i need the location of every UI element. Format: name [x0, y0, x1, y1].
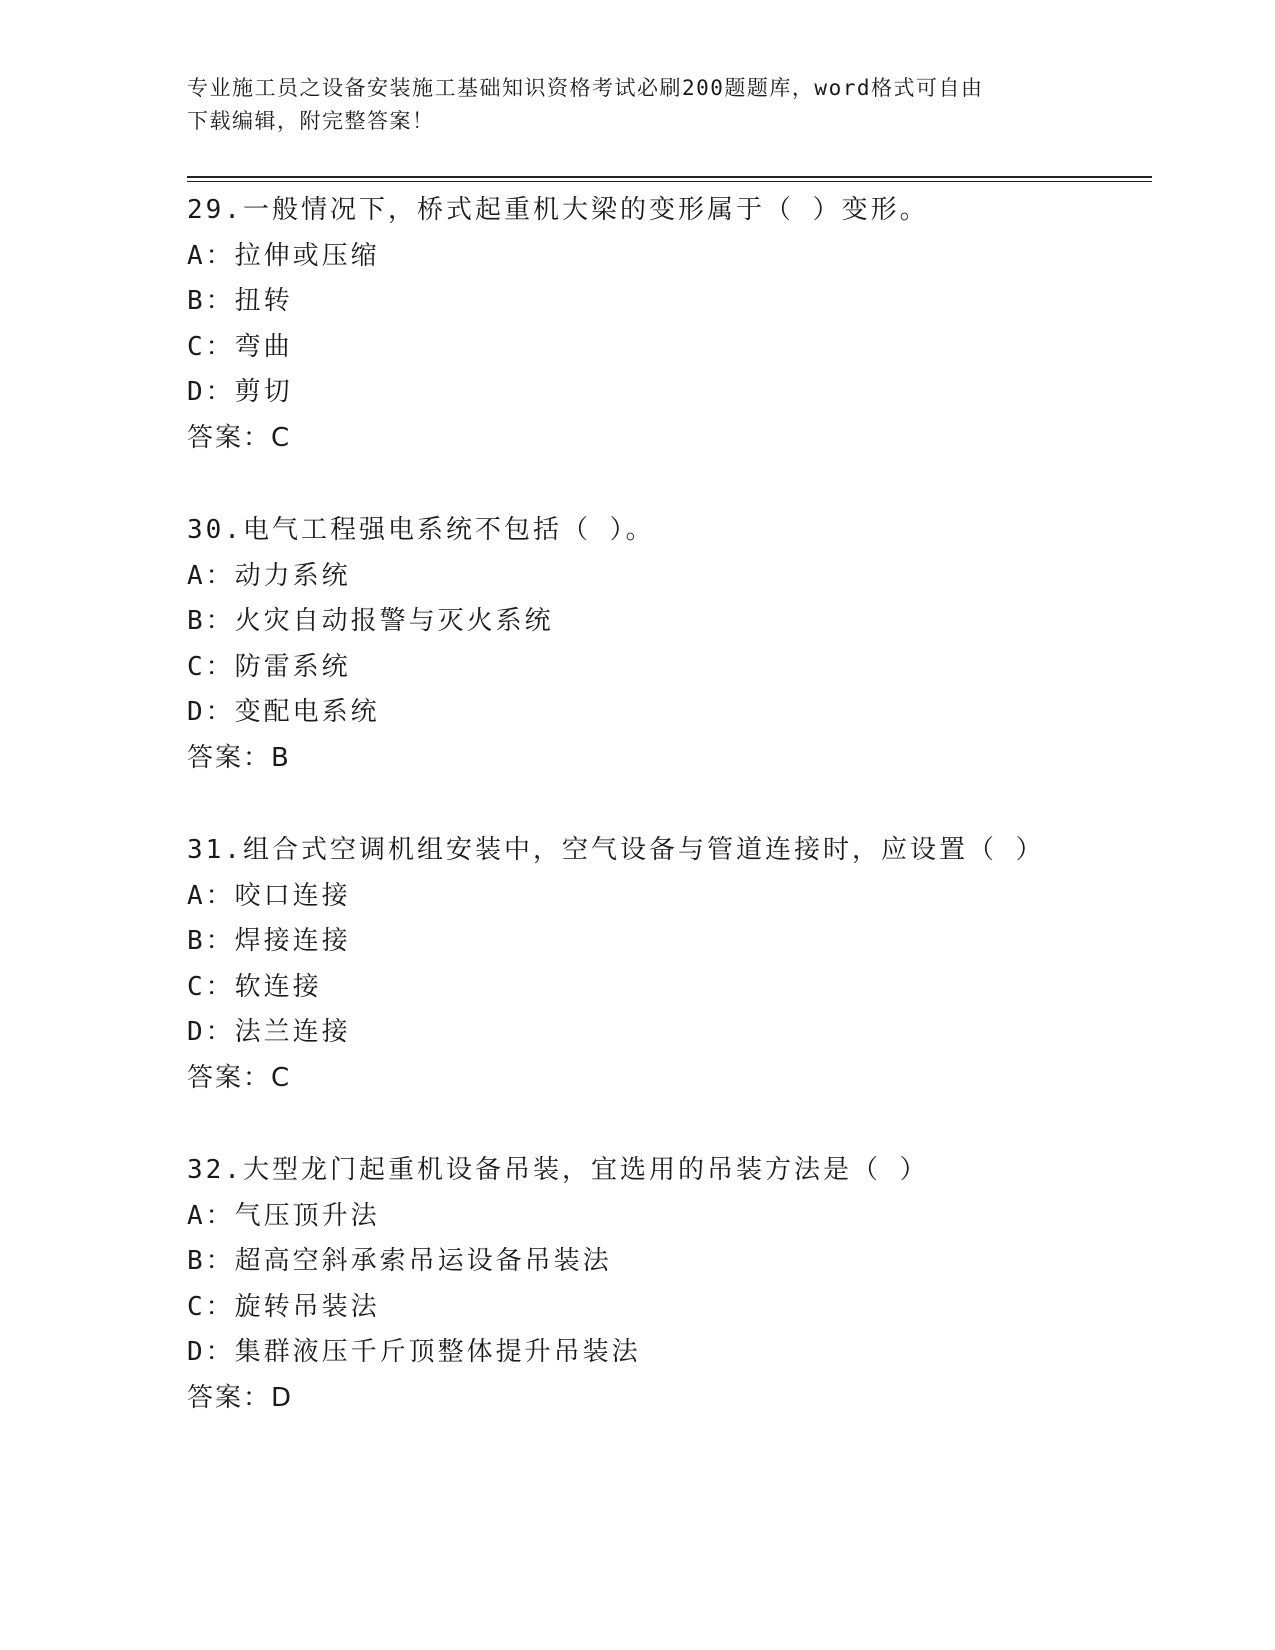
question-stem: 29.一般情况下，桥式起重机大梁的变形属于（ ）变形。	[187, 195, 929, 225]
question-stem: 30.电气工程强电系统不包括（ ）。	[187, 515, 655, 545]
option-b: B：火灾自动报警与灭火系统	[187, 606, 554, 636]
question-32	[187, 1148, 1147, 1468]
answer: 答案：D	[187, 1382, 294, 1413]
option-b: B：扭转	[187, 286, 293, 316]
question-29	[187, 188, 1147, 508]
option-c: C：软连接	[187, 971, 322, 1002]
question-stem: 31.组合式空调机组安装中，空气设备与管道连接时，应设置（ ）	[187, 835, 1045, 865]
option-a: A：咬口连接	[187, 880, 351, 911]
option-a: A：拉伸或压缩	[187, 240, 380, 271]
answer: 答案：C	[187, 1062, 292, 1093]
question-list	[187, 188, 1147, 1468]
answer: 答案：B	[187, 742, 291, 773]
header-line-1: 专业施工员之设备安装施工基础知识资格考试必刷200题题库，word格式可自由	[187, 76, 984, 100]
option-c: C：旋转吊装法	[187, 1291, 380, 1322]
option-b: B：焊接连接	[187, 926, 351, 956]
option-c: C：防雷系统	[187, 651, 351, 682]
question-30	[187, 508, 1147, 828]
question-31	[187, 828, 1147, 1148]
header-divider-thick	[187, 176, 1152, 178]
header-divider-thin	[187, 181, 1152, 182]
option-d: D：剪切	[187, 377, 293, 407]
option-a: A：动力系统	[187, 560, 351, 591]
option-a: A：气压顶升法	[187, 1200, 380, 1231]
header-line-2: 下载编辑，附完整答案！	[187, 109, 435, 133]
option-d: D：法兰连接	[187, 1017, 351, 1047]
option-b: B：超高空斜承索吊运设备吊装法	[187, 1246, 612, 1276]
option-d: D：集群液压千斤顶整体提升吊装法	[187, 1337, 641, 1367]
answer: 答案：C	[187, 422, 292, 453]
document-header	[187, 72, 1067, 138]
question-stem: 32.大型龙门起重机设备吊装，宜选用的吊装方法是（ ）	[187, 1155, 929, 1185]
option-d: D：变配电系统	[187, 697, 380, 727]
option-c: C：弯曲	[187, 331, 293, 362]
